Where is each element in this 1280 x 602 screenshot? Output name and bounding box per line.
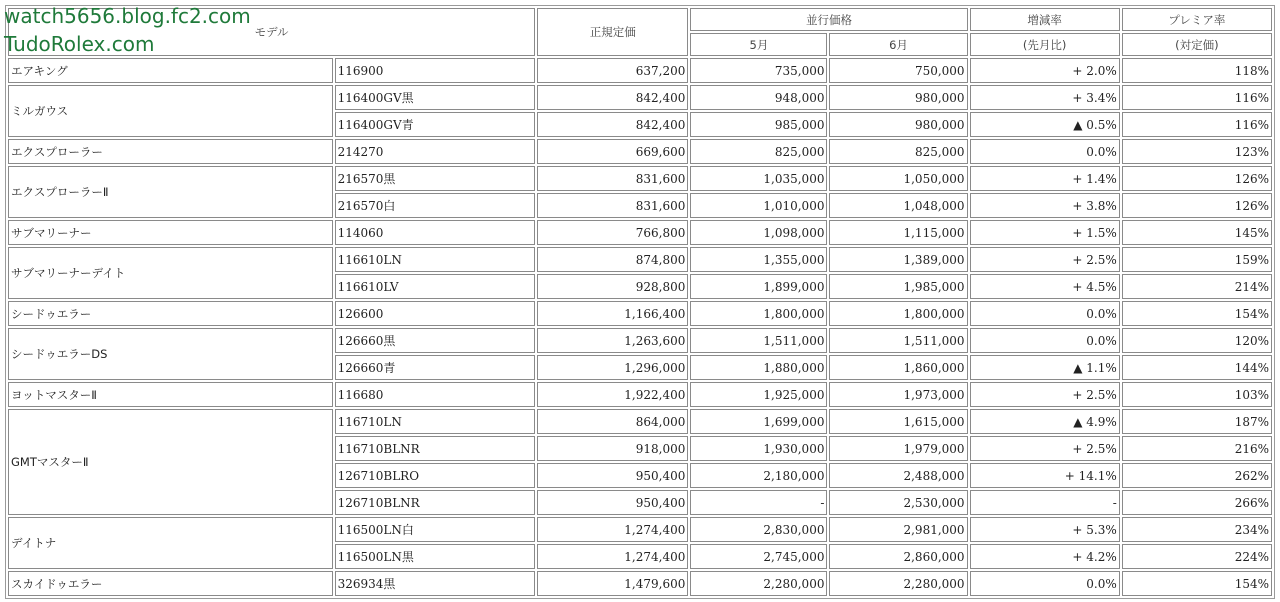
table-row: [8, 517, 1272, 542]
retail-price: 637,200: [537, 58, 688, 83]
change-rate: 0.0%: [970, 301, 1120, 326]
price-june: 2,860,000: [829, 544, 967, 569]
premium-rate: 159%: [1122, 247, 1272, 272]
retail-price: 864,000: [537, 409, 688, 434]
model-reference: 116400GV黒: [335, 85, 536, 110]
price-june: 1,115,000: [829, 220, 967, 245]
model-name: シードゥエラー: [8, 301, 333, 326]
retail-price: 1,296,000: [537, 355, 688, 380]
header-premium: プレミア率: [1122, 8, 1272, 31]
price-june: 1,389,000: [829, 247, 967, 272]
premium-rate: 118%: [1122, 58, 1272, 83]
header-parallel: 並行価格: [690, 8, 967, 31]
premium-rate: 126%: [1122, 166, 1272, 191]
header-premium-sub: (対定価): [1122, 33, 1272, 56]
price-june: 1,985,000: [829, 274, 967, 299]
change-rate: + 14.1%: [970, 463, 1120, 488]
premium-rate: 216%: [1122, 436, 1272, 461]
watermark-blog: watch5656.blog.fc2.com: [4, 4, 251, 28]
table-row: [8, 139, 1272, 164]
model-name: ヨットマスターⅡ: [8, 382, 333, 407]
model-reference: 126710BLRO: [335, 463, 536, 488]
price-may: -: [690, 490, 827, 515]
retail-price: 842,400: [537, 112, 688, 137]
retail-price: 831,600: [537, 193, 688, 218]
premium-rate: 116%: [1122, 85, 1272, 110]
table-row: [8, 328, 1272, 353]
header-month-june: 6月: [829, 33, 967, 56]
price-may: 1,925,000: [690, 382, 827, 407]
model-reference: 126600: [335, 301, 536, 326]
change-rate: + 2.0%: [970, 58, 1120, 83]
change-rate: ▲ 0.5%: [970, 112, 1120, 137]
change-rate: + 1.4%: [970, 166, 1120, 191]
price-june: 1,511,000: [829, 328, 967, 353]
retail-price: 766,800: [537, 220, 688, 245]
model-reference: 116680: [335, 382, 536, 407]
premium-rate: 214%: [1122, 274, 1272, 299]
model-name: スカイドゥエラー: [8, 571, 333, 596]
model-reference: 116710LN: [335, 409, 536, 434]
model-reference: 326934黒: [335, 571, 536, 596]
price-may: 1,899,000: [690, 274, 827, 299]
model-reference: 116400GV青: [335, 112, 536, 137]
price-may: 2,830,000: [690, 517, 827, 542]
price-may: 1,355,000: [690, 247, 827, 272]
price-may: 1,511,000: [690, 328, 827, 353]
retail-price: 1,922,400: [537, 382, 688, 407]
change-rate: ▲ 1.1%: [970, 355, 1120, 380]
price-may: 985,000: [690, 112, 827, 137]
model-name: エクスプローラーⅡ: [8, 166, 333, 218]
change-rate: + 2.5%: [970, 247, 1120, 272]
premium-rate: 266%: [1122, 490, 1272, 515]
model-reference: 116610LN: [335, 247, 536, 272]
change-rate: + 3.8%: [970, 193, 1120, 218]
table-row: [8, 247, 1272, 272]
price-may: 2,280,000: [690, 571, 827, 596]
table-row: [8, 409, 1272, 434]
price-june: 980,000: [829, 112, 967, 137]
model-reference: 114060: [335, 220, 536, 245]
model-reference: 216570黒: [335, 166, 536, 191]
change-rate: + 4.5%: [970, 274, 1120, 299]
header-month-may: 5月: [690, 33, 827, 56]
price-may: 1,880,000: [690, 355, 827, 380]
model-name: ミルガウス: [8, 85, 333, 137]
table-row: [8, 166, 1272, 191]
model-name: デイトナ: [8, 517, 333, 569]
retail-price: 1,479,600: [537, 571, 688, 596]
price-may: 948,000: [690, 85, 827, 110]
retail-price: 1,166,400: [537, 301, 688, 326]
retail-price: 831,600: [537, 166, 688, 191]
model-name: エアキング: [8, 58, 333, 83]
header-retail: 正規定価: [537, 8, 688, 56]
model-name: サブマリーナー: [8, 220, 333, 245]
price-june: 2,530,000: [829, 490, 967, 515]
price-table-body: [8, 58, 1272, 596]
change-rate: + 4.2%: [970, 544, 1120, 569]
table-row: [8, 571, 1272, 596]
price-may: 825,000: [690, 139, 827, 164]
price-june: 1,050,000: [829, 166, 967, 191]
model-reference: 126660黒: [335, 328, 536, 353]
table-row: [8, 301, 1272, 326]
price-june: 2,280,000: [829, 571, 967, 596]
retail-price: 842,400: [537, 85, 688, 110]
price-may: 1,035,000: [690, 166, 827, 191]
price-may: 2,180,000: [690, 463, 827, 488]
price-may: 1,098,000: [690, 220, 827, 245]
price-june: 1,800,000: [829, 301, 967, 326]
change-rate: ▲ 4.9%: [970, 409, 1120, 434]
model-reference: 116710BLNR: [335, 436, 536, 461]
change-rate: 0.0%: [970, 571, 1120, 596]
premium-rate: 154%: [1122, 571, 1272, 596]
retail-price: 928,800: [537, 274, 688, 299]
price-may: 1,800,000: [690, 301, 827, 326]
retail-price: 669,600: [537, 139, 688, 164]
change-rate: + 1.5%: [970, 220, 1120, 245]
price-june: 1,979,000: [829, 436, 967, 461]
change-rate: + 2.5%: [970, 382, 1120, 407]
table-row: [8, 220, 1272, 245]
change-rate: + 5.3%: [970, 517, 1120, 542]
table-row: [8, 382, 1272, 407]
premium-rate: 123%: [1122, 139, 1272, 164]
price-june: 1,973,000: [829, 382, 967, 407]
price-june: 2,981,000: [829, 517, 967, 542]
retail-price: 1,274,400: [537, 544, 688, 569]
price-may: 735,000: [690, 58, 827, 83]
premium-rate: 224%: [1122, 544, 1272, 569]
retail-price: 918,000: [537, 436, 688, 461]
retail-price: 950,400: [537, 463, 688, 488]
watermark-site: TudoRolex.com: [4, 32, 155, 56]
change-rate: + 2.5%: [970, 436, 1120, 461]
change-rate: 0.0%: [970, 328, 1120, 353]
price-may: 1,699,000: [690, 409, 827, 434]
premium-rate: 145%: [1122, 220, 1272, 245]
premium-rate: 262%: [1122, 463, 1272, 488]
premium-rate: 103%: [1122, 382, 1272, 407]
retail-price: 950,400: [537, 490, 688, 515]
table-row: [8, 58, 1272, 83]
price-june: 1,860,000: [829, 355, 967, 380]
price-table: [5, 5, 1275, 599]
model-reference: 126710BLNR: [335, 490, 536, 515]
change-rate: -: [970, 490, 1120, 515]
model-name: GMTマスターⅡ: [8, 409, 333, 515]
change-rate: 0.0%: [970, 139, 1120, 164]
price-june: 2,488,000: [829, 463, 967, 488]
price-june: 1,048,000: [829, 193, 967, 218]
price-june: 750,000: [829, 58, 967, 83]
premium-rate: 116%: [1122, 112, 1272, 137]
premium-rate: 126%: [1122, 193, 1272, 218]
model-reference: 116500LN白: [335, 517, 536, 542]
header-model: モデル: [8, 8, 535, 56]
model-reference: 216570白: [335, 193, 536, 218]
price-june: 825,000: [829, 139, 967, 164]
premium-rate: 154%: [1122, 301, 1272, 326]
price-june: 980,000: [829, 85, 967, 110]
premium-rate: 144%: [1122, 355, 1272, 380]
premium-rate: 187%: [1122, 409, 1272, 434]
premium-rate: 120%: [1122, 328, 1272, 353]
model-reference: 116900: [335, 58, 536, 83]
model-reference: 126660青: [335, 355, 536, 380]
price-may: 2,745,000: [690, 544, 827, 569]
price-may: 1,930,000: [690, 436, 827, 461]
price-may: 1,010,000: [690, 193, 827, 218]
model-name: サブマリーナーデイト: [8, 247, 333, 299]
model-reference: 214270: [335, 139, 536, 164]
premium-rate: 234%: [1122, 517, 1272, 542]
model-name: シードゥエラーDS: [8, 328, 333, 380]
change-rate: + 3.4%: [970, 85, 1120, 110]
model-reference: 116500LN黒: [335, 544, 536, 569]
retail-price: 874,800: [537, 247, 688, 272]
header-change: 増減率: [970, 8, 1120, 31]
retail-price: 1,274,400: [537, 517, 688, 542]
header-change-sub: (先月比): [970, 33, 1120, 56]
retail-price: 1,263,600: [537, 328, 688, 353]
table-row: [8, 85, 1272, 110]
price-june: 1,615,000: [829, 409, 967, 434]
model-name: エクスプローラー: [8, 139, 333, 164]
model-reference: 116610LV: [335, 274, 536, 299]
